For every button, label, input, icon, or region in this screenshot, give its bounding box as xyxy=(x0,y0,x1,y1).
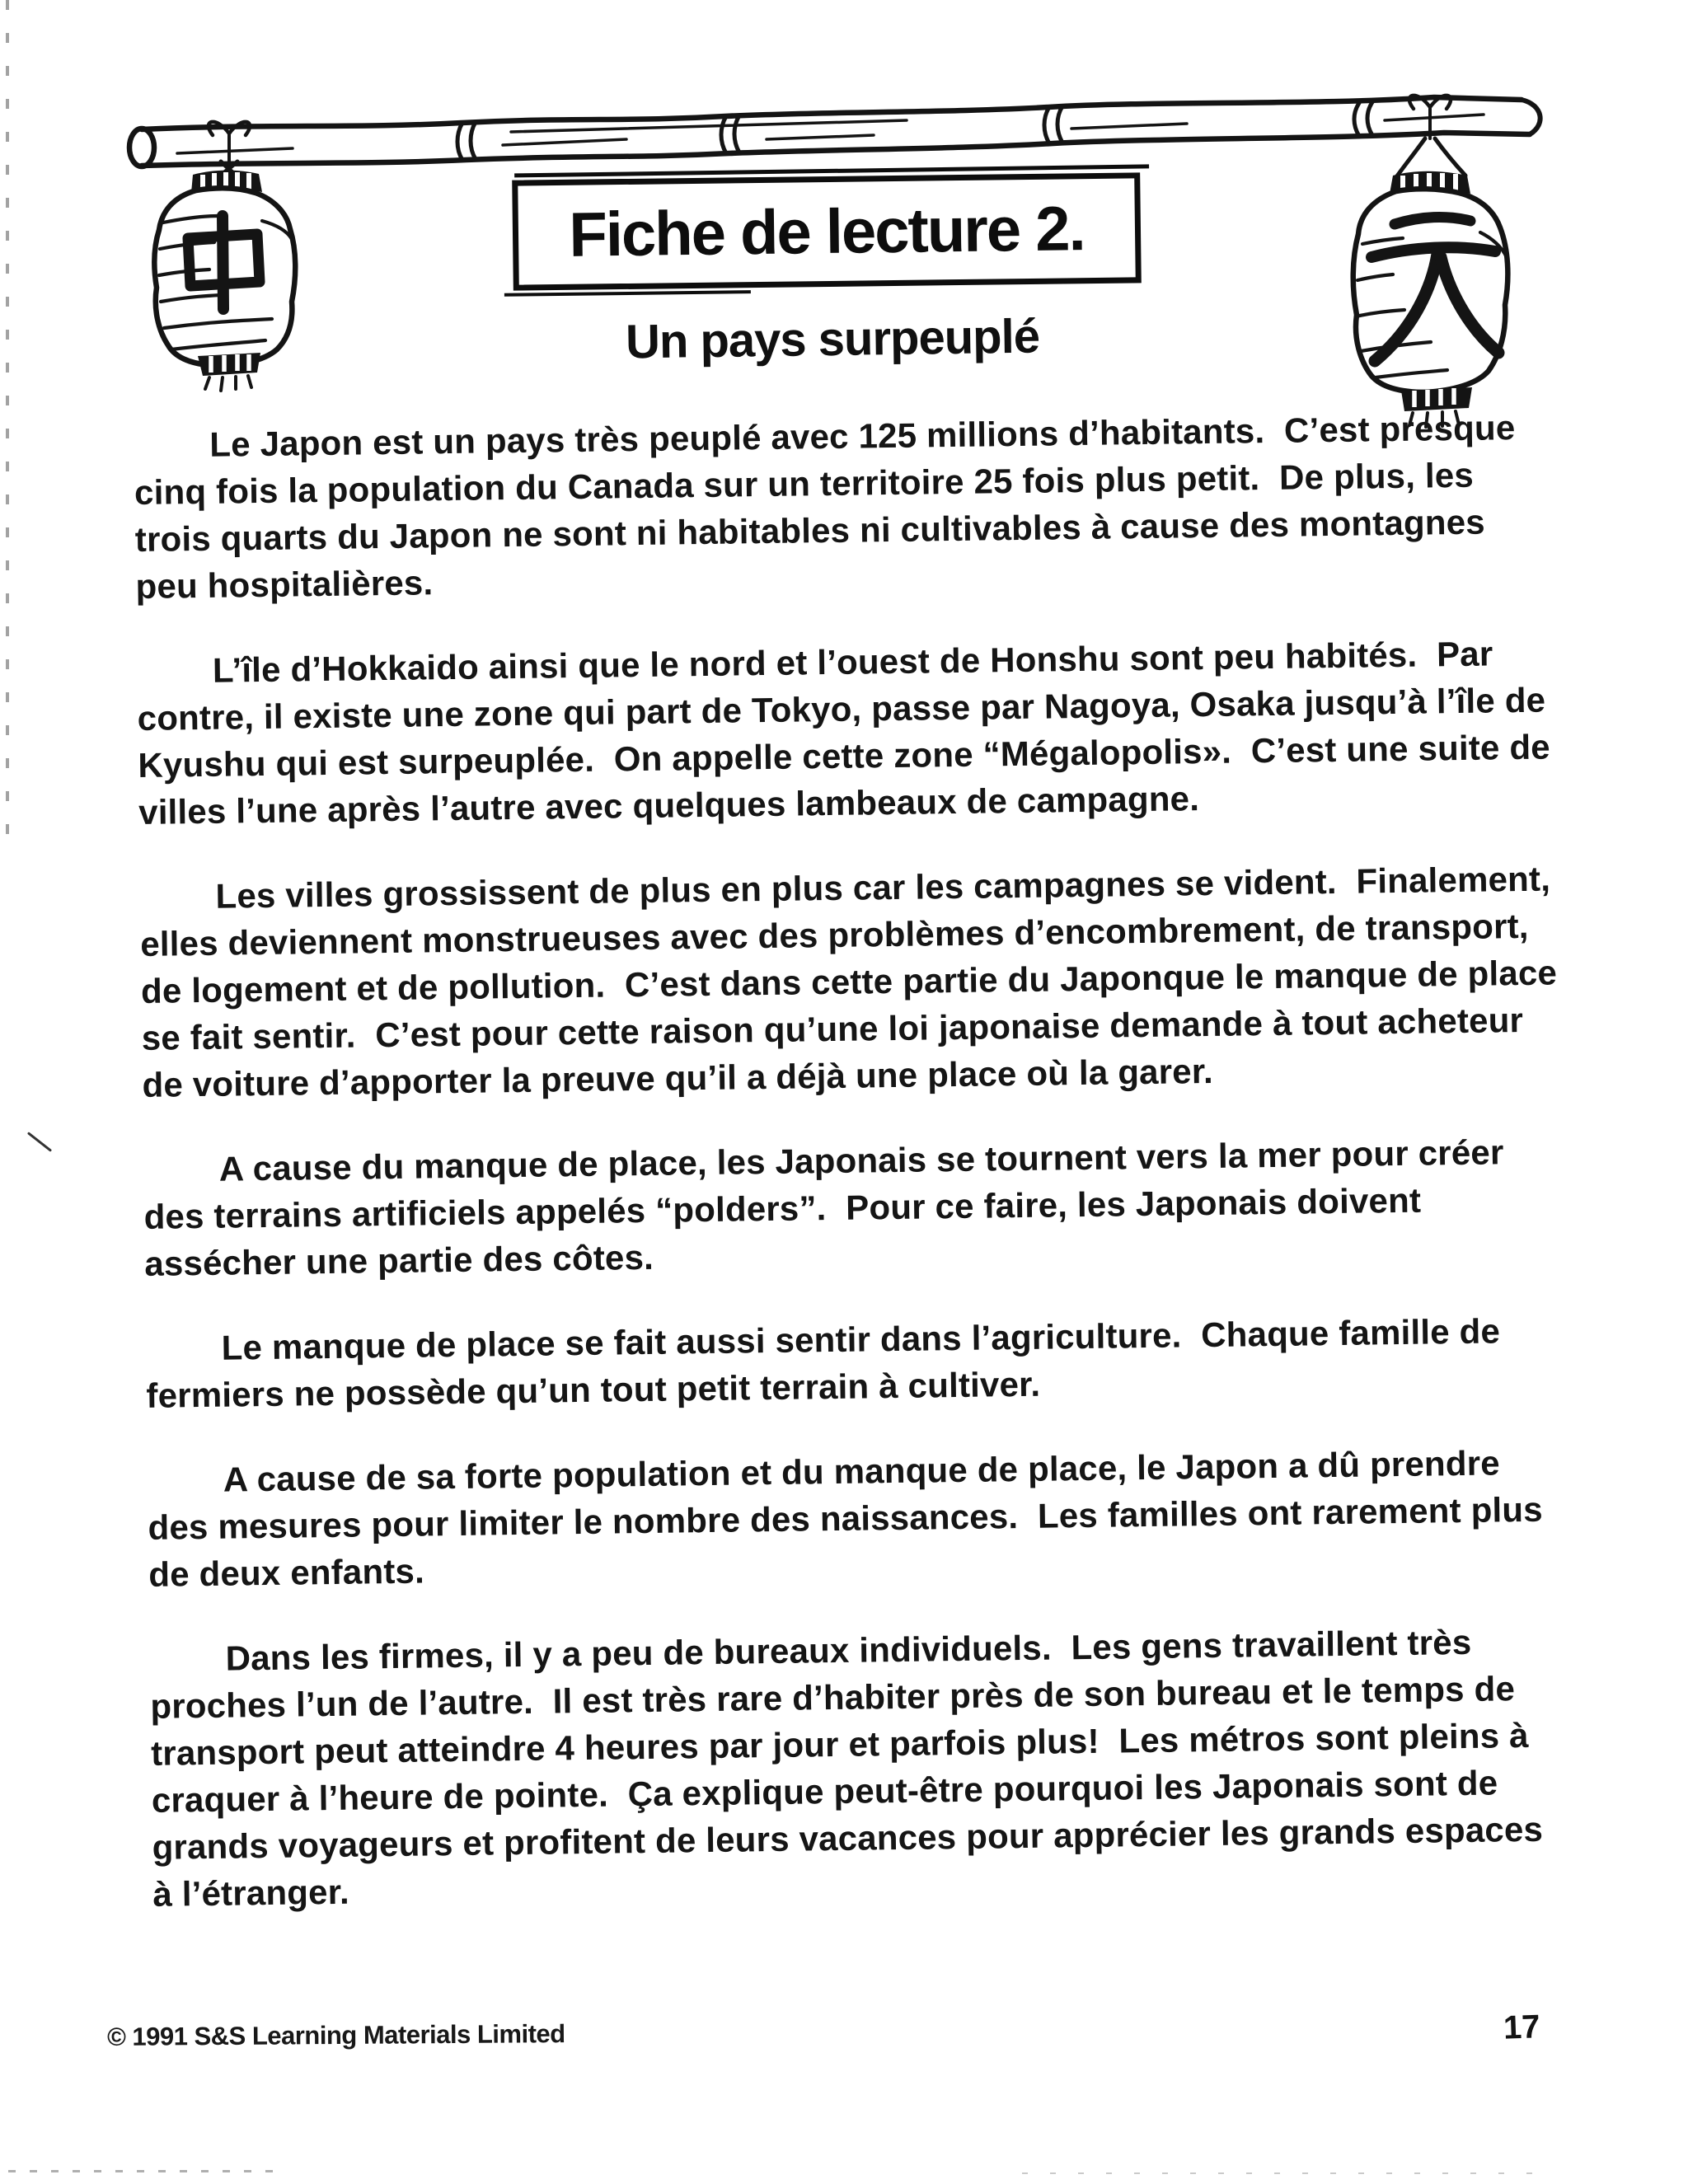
page-title: Fiche de lecture 2. xyxy=(568,193,1085,270)
title-box xyxy=(512,172,1142,290)
page-number: 17 xyxy=(1503,2008,1541,2046)
paragraph-1: Le Japon est un pays très peuplé avec 125 millions d’habitants. C’est presque cinq fois la population du Canada sur un territoire 25 fois plus petit. De plus, les trois quarts du Japon ne sont ni habitables ni cultivables à cause des montagnes peu hospitalières. xyxy=(134,407,1526,606)
scan-artifact-bottom-specks-right xyxy=(1022,2172,1550,2174)
paragraph-4: A cause du manque de place, les Japonais se tournent vers la mer pour créer des terrains artificiels appelés “polders”. Pour ce faire, les Japonais doivent assécher une partie des côtes. xyxy=(143,1132,1514,1283)
scan-artifact-left-edge xyxy=(6,0,9,841)
scan-artifact-stray-mark xyxy=(27,1132,52,1152)
paragraph-3: Les villes grossissent de plus en plus car les campagnes se vident. Finalement, elles deviennent monstrueuses avec des problèmes d’encombrement, de transport, de logement et de pollution. C’est dans cette partie du Japonque le manque de place se fait sentir. C’est pour cette raison qu’une loi japonaise demande à tout acheteur de voiture d’apporter la preuve qu’il a déjà une place où la garer. xyxy=(139,859,1568,1104)
right-lantern xyxy=(1353,96,1508,427)
paragraph-2: L’île d’Hokkaido ainsi que le nord et l’ouest de Honshu sont peu habités. Par contre, il existe une zone qui part de Tokyo, passe par Nagoya, Osaka jusqu’à l’île de Kyushu qui est surpeuplée. On appelle cette zone “Mégalopolis». C’est une suite de villes l’une après l’autre avec quelques lambeaux de campagne. xyxy=(137,634,1560,832)
paragraph-5: Le manque de place se fait aussi sentir dans l’agriculture. Chaque famille de fermiers ne possède qu’un tout petit terrain à cultiver. xyxy=(146,1311,1511,1415)
scan-artifact-bottom-specks xyxy=(8,2170,280,2172)
paragraph-6: A cause de sa forte population et du manque de place, le Japon a dû prendre des mesures pour limiter le nombre des naissances. Les familles ont rarement plus de deux enfants. xyxy=(148,1443,1553,1594)
bamboo-pole xyxy=(129,97,1540,166)
paragraph-7: Dans les firmes, il y a peu de bureaux individuels. Les gens travaillent très proches l’un de l’autre. Il est très rare d’habiter près de son bureau et le temps de transport peut atteindre 4 heures par jour et parfois plus! Les métros sont pleins à craquer à l’heure de pointe. Ça explique peut-être pourquoi les Japonais sont de grands voyageurs et profitent de leurs vacances pour apprécier les grands espaces à l’étranger. xyxy=(150,1622,1554,1914)
reading-text xyxy=(134,403,1571,1955)
copyright-notice: © 1991 S&S Learning Materials Limited xyxy=(106,2019,565,2051)
page-subtitle: Un pays surpeuplé xyxy=(625,309,1040,369)
